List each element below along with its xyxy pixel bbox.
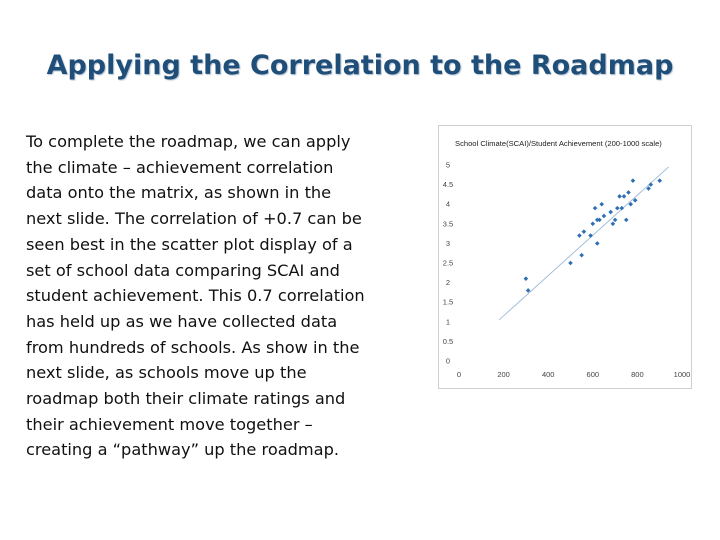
y-tick-label: 3 (445, 238, 451, 248)
data-point (615, 206, 620, 211)
y-tick-label: 4.5 (442, 180, 454, 190)
data-point (595, 241, 600, 246)
data-point (608, 210, 613, 215)
slide-title: Applying the Correlation to the Roadmap (46, 50, 674, 81)
y-tick-label: 2 (445, 278, 451, 288)
x-tick-label: 1000 (673, 370, 691, 379)
y-tick-label: 2.5 (442, 258, 454, 268)
x-tick-label: 200 (497, 370, 510, 379)
data-point (568, 261, 573, 266)
y-tick-label: 0 (445, 356, 451, 366)
data-points (524, 178, 662, 292)
axis-tick-labels (443, 161, 691, 380)
y-tick-label: 3.5 (442, 219, 454, 229)
y-tick-label: 5 (445, 160, 451, 170)
data-point (602, 214, 607, 219)
data-point (648, 182, 653, 187)
data-point (626, 190, 631, 195)
y-tick-label: 1 (445, 317, 451, 327)
x-tick-label: 800 (631, 370, 644, 379)
trendline-group (499, 167, 668, 320)
body-text: To complete the roadmap, we can apply the climate – achievement correlation data onto the matrix, as shown in the next slide. The correlation of +0.7 can be seen best in the scatter plot display of a set of school data comparing SCAI and student achievement. This 0.7 correlation has held up as we have collected data from hundreds of schools. As show in the next slide, as schools move up the roadmap both their climate ratings and their achievement move together – creating a “pathway” up the roadmap. (26, 132, 365, 460)
data-point (579, 253, 584, 258)
data-point (611, 222, 616, 227)
data-point (524, 276, 529, 281)
x-tick-label: 600 (586, 370, 600, 379)
x-tick-label: 400 (541, 370, 555, 379)
x-tick-label: 0 (456, 370, 462, 379)
data-point (613, 218, 618, 223)
y-tick-label: 1.5 (442, 297, 454, 307)
data-point (593, 206, 598, 211)
chart-title: School Climate(SCAI)/Student Achievement (200-1000 scale) (455, 139, 662, 148)
data-point (619, 206, 624, 211)
data-point (577, 233, 582, 238)
scatter-plot-svg (439, 126, 691, 388)
data-point (588, 233, 593, 238)
data-point (591, 222, 596, 227)
y-tick-label: 0.5 (442, 336, 454, 346)
scatter-chart (438, 125, 692, 389)
data-point (624, 218, 629, 223)
data-point (631, 178, 636, 183)
data-point (582, 229, 587, 234)
data-point (599, 202, 604, 207)
data-point (622, 194, 627, 199)
trendline (499, 167, 668, 320)
data-point (657, 178, 662, 183)
y-tick-label: 4 (445, 199, 451, 209)
data-point (617, 194, 622, 199)
